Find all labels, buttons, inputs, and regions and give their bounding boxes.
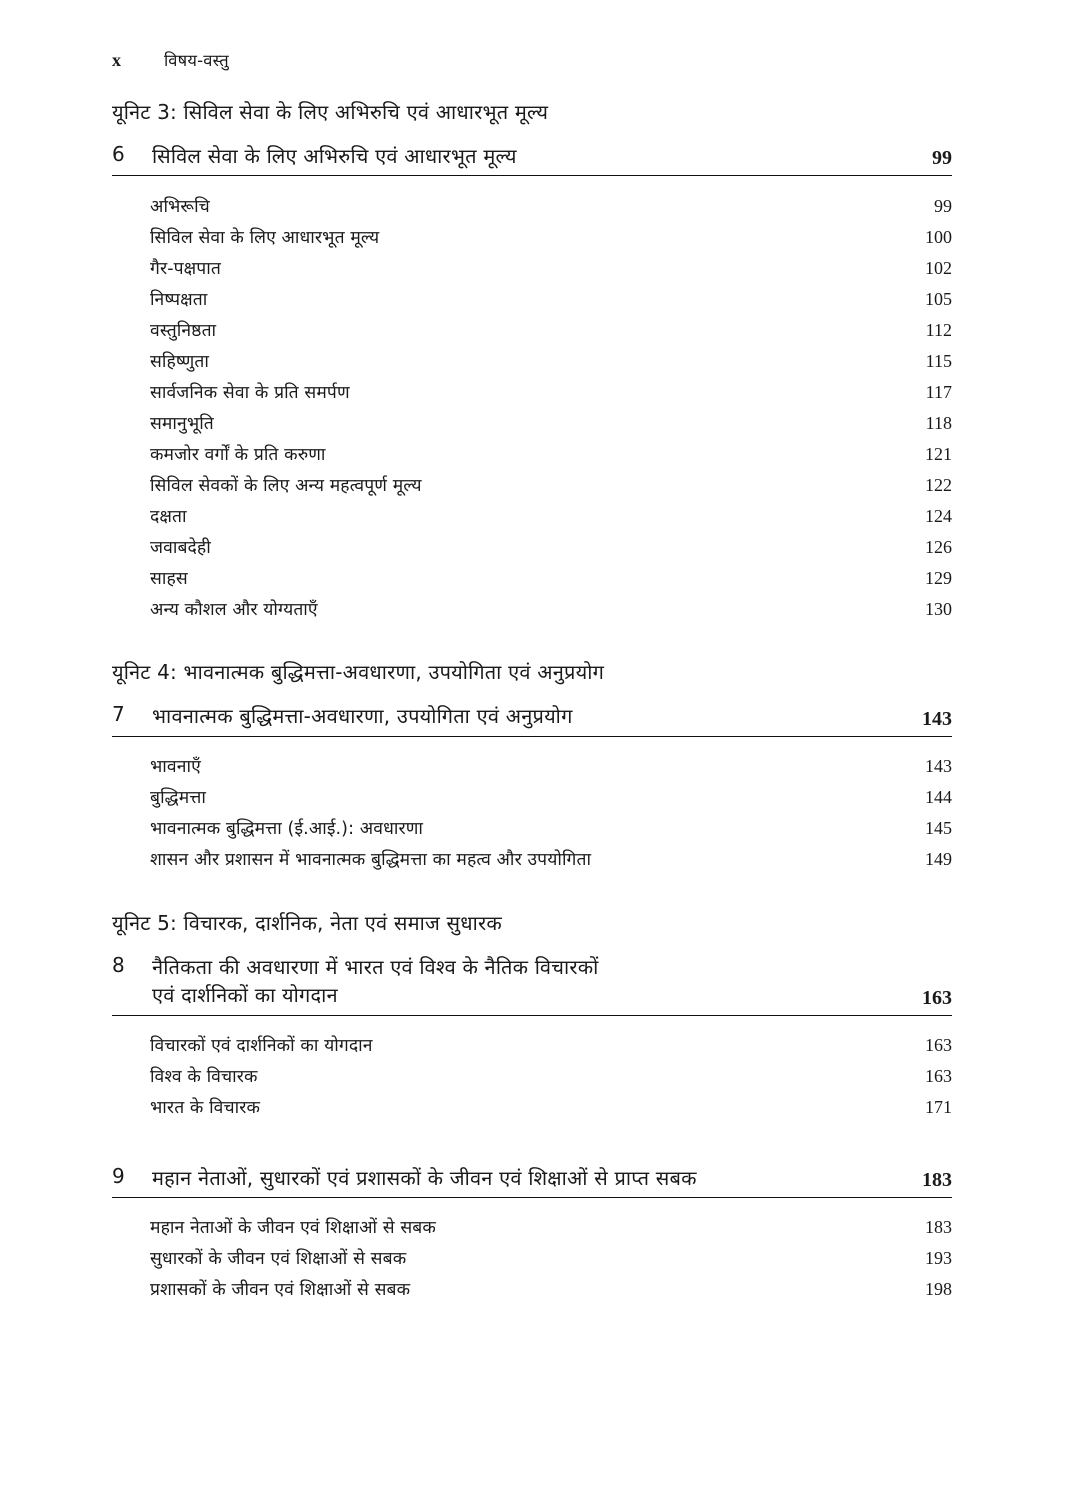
unit-block <box>112 909 952 1305</box>
toc-entry-page-number: 171 <box>925 1097 952 1118</box>
toc-entry[interactable] <box>150 1274 952 1305</box>
toc-entry[interactable] <box>150 1092 952 1123</box>
chapter-page-number: 163 <box>922 986 952 1009</box>
chapter-row[interactable] <box>112 693 952 736</box>
chapter-entry-list <box>112 190 952 624</box>
toc-entry-page-number: 124 <box>925 505 952 526</box>
toc-entry-page-number: 193 <box>925 1248 952 1269</box>
toc-entry-label: भावनाएँ <box>150 757 201 778</box>
toc-entry[interactable] <box>150 438 952 469</box>
toc-entry-page-number: 198 <box>925 1279 952 1300</box>
chapter-gap <box>112 1123 952 1149</box>
running-header <box>112 48 229 71</box>
chapter-number: 8 <box>112 952 125 977</box>
page-folio: x <box>112 50 121 70</box>
unit-heading: यूनिट 3: सिविल सेवा के लिए अभिरुचि एवं आधारभूत मूल्य <box>112 100 549 124</box>
toc-entry[interactable] <box>150 531 952 562</box>
toc-entry-label: वस्तुनिष्ठता <box>150 320 217 341</box>
chapter-entry-list <box>112 751 952 875</box>
toc-entry-label: निष्पक्षता <box>150 289 208 310</box>
chapter-page-number: 143 <box>922 707 952 730</box>
toc-entry[interactable] <box>150 1212 952 1243</box>
chapter-number: 9 <box>112 1163 125 1188</box>
toc-entry-page-number: 163 <box>925 1035 952 1056</box>
toc-entry-label: अन्य कौशल और योग्यताएँ <box>150 599 318 620</box>
toc-entry-label: समानुभूति <box>150 413 214 434</box>
toc-entry[interactable] <box>150 1061 952 1092</box>
chapter-page-number: 183 <box>922 1168 952 1191</box>
chapter-title <box>152 1164 906 1192</box>
toc-entry[interactable] <box>150 751 952 782</box>
toc-entry-page-number: 126 <box>925 536 952 557</box>
toc-entry-label: विचारकों एवं दार्शनिकों का योगदान <box>150 1036 373 1057</box>
toc-entry-page-number: 122 <box>925 474 952 495</box>
toc-entry[interactable] <box>150 500 952 531</box>
chapter-title <box>152 702 906 730</box>
toc-entry-page-number: 149 <box>925 849 952 870</box>
unit-block <box>112 658 952 874</box>
toc-entry-page-number: 117 <box>925 381 952 402</box>
toc-entry[interactable] <box>150 345 952 376</box>
toc-entry[interactable] <box>150 407 952 438</box>
table-of-contents <box>112 98 952 1305</box>
chapter-title-line-1: नैतिकता की अवधारणा में भारत एवं विश्व के नैतिक विचारकों <box>152 954 599 979</box>
toc-entry-label: साहस <box>150 568 188 589</box>
chapter-row[interactable] <box>112 944 952 1016</box>
toc-entry-page-number: 102 <box>925 257 952 278</box>
toc-entry-page-number: 143 <box>925 756 952 777</box>
toc-entry-page-number: 105 <box>925 288 952 309</box>
toc-entry-label: महान नेताओं के जीवन एवं शिक्षाओं से सबक <box>150 1218 436 1239</box>
chapter-number: 7 <box>112 702 125 727</box>
toc-entry-page-number: 183 <box>925 1217 952 1238</box>
chapter-entry-list <box>112 1212 952 1305</box>
toc-entry[interactable] <box>150 593 952 624</box>
toc-entry[interactable] <box>150 813 952 844</box>
toc-entry-label: अभिरूचि <box>150 196 210 217</box>
chapter-title-line-1: सिविल सेवा के लिए अभिरुचि एवं आधारभूत मूल्य <box>152 144 517 168</box>
toc-entry[interactable] <box>150 782 952 813</box>
toc-entry-label: सुधारकों के जीवन एवं शिक्षाओं से सबक <box>150 1249 407 1270</box>
toc-entry-label: सार्वजनिक सेवा के प्रति समर्पण <box>150 382 350 403</box>
toc-entry[interactable] <box>150 562 952 593</box>
toc-entry-label: सिविल सेवा के लिए आधारभूत मूल्य <box>150 227 380 248</box>
toc-entry-label: जवाबदेही <box>150 537 211 558</box>
toc-entry-label: गैर-पक्षपात <box>150 258 221 279</box>
toc-entry-label: प्रशासकों के जीवन एवं शिक्षाओं से सबक <box>150 1280 411 1301</box>
toc-entry-page-number: 121 <box>925 443 952 464</box>
toc-entry-page-number: 163 <box>925 1066 952 1087</box>
toc-entry-label: भावनात्मक बुद्धिमत्ता (ई.आई.): अवधारणा <box>150 819 424 840</box>
unit-heading: यूनिट 4: भावनात्मक बुद्धिमत्ता-अवधारणा, उपयोगिता एवं अनुप्रयोग <box>112 660 605 685</box>
toc-entry-label: कमजोर वर्गों के प्रति करुणा <box>150 444 326 465</box>
toc-entry[interactable] <box>150 221 952 252</box>
toc-entry-page-number: 100 <box>925 226 952 247</box>
toc-entry[interactable] <box>150 376 952 407</box>
chapter-row[interactable] <box>112 1155 952 1198</box>
toc-entry-page-number: 99 <box>934 195 952 216</box>
toc-entry[interactable] <box>150 1030 952 1061</box>
toc-entry-label: भारत के विचारक <box>150 1098 261 1119</box>
toc-entry-label: विश्व के विचारक <box>150 1067 258 1088</box>
chapter-title-line-1: भावनात्मक बुद्धिमत्ता-अवधारणा, उपयोगिता एवं अनुप्रयोग <box>152 704 573 729</box>
toc-entry-page-number: 115 <box>925 350 952 371</box>
chapter-entry-list <box>112 1030 952 1123</box>
toc-entry-page-number: 130 <box>925 598 952 619</box>
toc-entry-page-number: 112 <box>925 319 952 340</box>
toc-entry[interactable] <box>150 252 952 283</box>
toc-entry[interactable] <box>150 190 952 221</box>
chapter-title-line-1: महान नेताओं, सुधारकों एवं प्रशासकों के जीवन एवं शिक्षाओं से प्राप्त सबक <box>152 1165 697 1190</box>
toc-entry-page-number: 145 <box>925 818 952 839</box>
toc-entry-page-number: 118 <box>925 412 952 433</box>
chapter-title-line-2: एवं दार्शनिकों का योगदान <box>152 983 338 1008</box>
toc-entry-page-number: 144 <box>925 787 952 808</box>
toc-entry[interactable] <box>150 469 952 500</box>
unit-block <box>112 98 952 624</box>
chapter-title <box>152 953 906 1010</box>
toc-entry-label: बुद्धिमत्ता <box>150 788 206 809</box>
toc-entry-label: शासन और प्रशासन में भावनात्मक बुद्धिमत्ता का महत्व और उपयोगिता <box>150 850 592 871</box>
toc-entry[interactable] <box>150 314 952 345</box>
toc-entry-label: सहिष्णुता <box>150 351 209 372</box>
toc-entry[interactable] <box>150 1243 952 1274</box>
header-title: विषय-वस्तु <box>164 51 229 70</box>
chapter-number: 6 <box>112 142 125 166</box>
toc-entry-label: सिविल सेवकों के लिए अन्य महत्वपूर्ण मूल्य <box>150 475 422 496</box>
toc-entry-page-number: 129 <box>925 567 952 588</box>
toc-entry-label: दक्षता <box>150 506 187 527</box>
chapter-page-number: 99 <box>932 147 952 170</box>
unit-heading: यूनिट 5: विचारक, दार्शनिक, नेता एवं समाज सुधारक <box>112 910 502 935</box>
chapter-title <box>152 142 906 170</box>
toc-entry[interactable] <box>150 283 952 314</box>
chapter-row[interactable] <box>112 133 952 176</box>
toc-entry[interactable] <box>150 844 952 875</box>
